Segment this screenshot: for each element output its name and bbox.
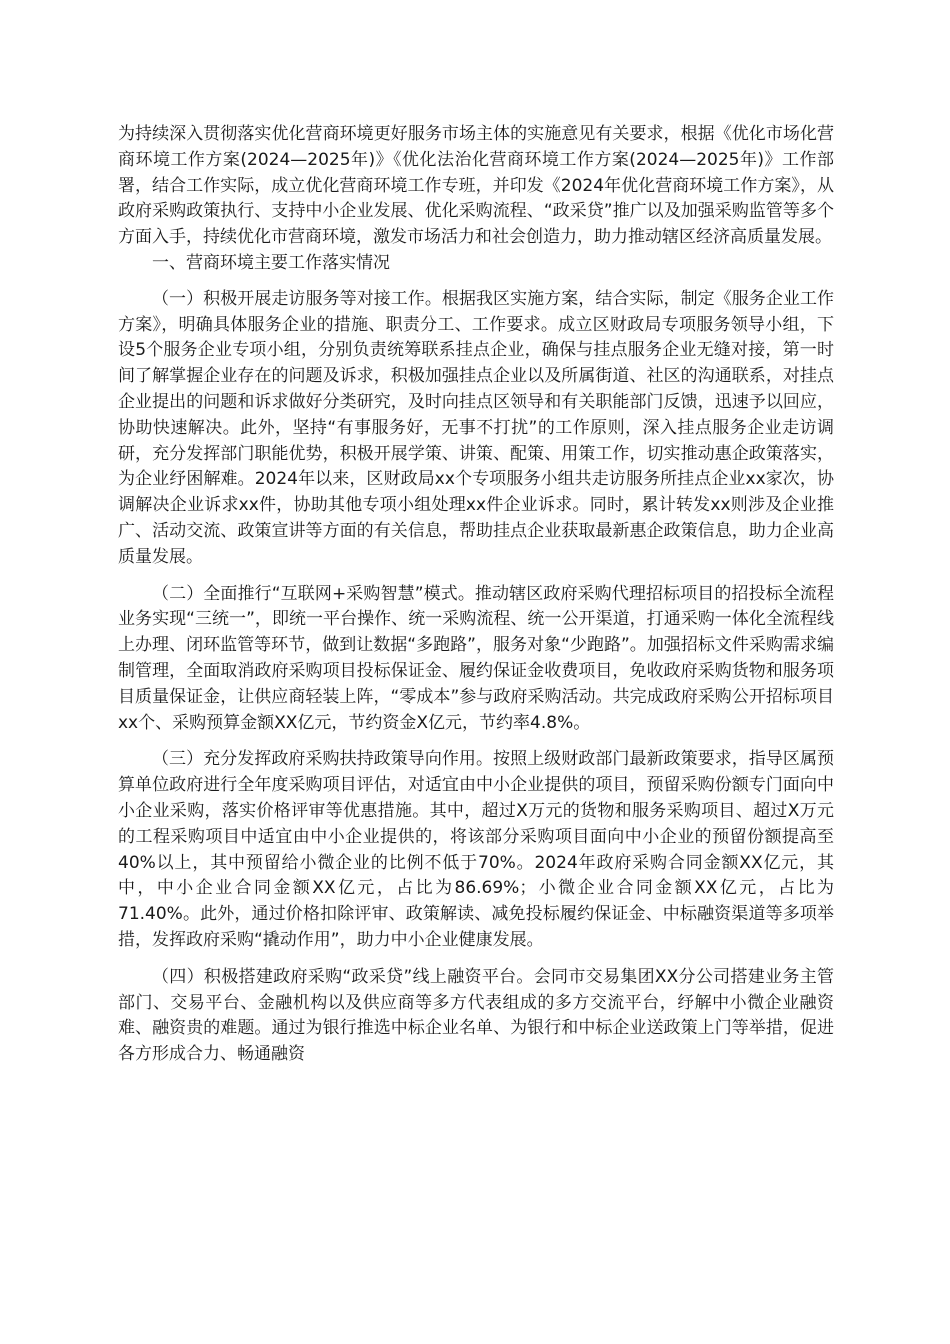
paragraph-section-1: （一）积极开展走访服务等对接工作。根据我区实施方案，结合实际，制定《服务企业工作方案》，明确具体服务企业的措施、职责分工、工作要求。成立区财政局专项服务领导小组，下设5个服务企业专项小组，分别负责统筹联系挂点企业，确保与挂点服务企业无缝对接，第一时间了解掌握企业存在的问题及诉求，积极加强挂点企业以及所属街道、社区的沟通联系，对挂点企业提出的问题和诉求做好分类研究，及时向挂点区领导和有关职能部门反馈，迅速予以回应，协助快速解决。此外，坚持“有事服务好，无事不打扰”的工作原则，深入挂点服务企业走访调研，充分发挥部门职能优势，积极开展学策、讲策、配策、用策工作，切实推动惠企政策落实，为企业纾困解难。2024年以来，区财政局xx个专项服务小组共走访服务所挂点企业xx家次，协调解决企业诉求xx件，协助其他专项小组处理xx件企业诉求。同时，累计转发xx则涉及企业推广、活动交流、政策宣讲等方面的有关信息，帮助挂点企业获取最新惠企政策信息，助力企业高质量发展。 bbox=[118, 288, 834, 567]
document-page bbox=[118, 122, 834, 1079]
paragraph-section-4: （四）积极搭建政府采购“政采贷”线上融资平台。会同市交易集团XX分公司搭建业务主管部门、交易平台、金融机构以及供应商等多方代表组成的多方交流平台，纾解中小微企业融资难、融资贵的难题。通过为银行推选中标企业名单、为银行和中标企业送政策上门等举措，促进各方形成合力、畅通融资 bbox=[118, 966, 834, 1065]
paragraph-section-3: （三）充分发挥政府采购扶持政策导向作用。按照上级财政部门最新政策要求，指导区属预算单位政府进行全年度采购项目评估，对适宜由中小企业提供的项目，预留采购份额专门面向中小企业采购，落实价格评审等优惠措施。其中，超过X万元的货物和服务采购项目、超过X万元的工程采购项目中适宜由中小企业提供的，将该部分采购项目面向中小企业的预留份额提高至40%以上，其中预留给小微企业的比例不低于70%。2024年政府采购合同金额XX亿元，其中，中小企业合同金额XX亿元，占比为86.69%；小微企业合同金额XX亿元，占比为71.40%。此外，通过价格扣除评审、政策解读、减免投标履约保证金、中标融资渠道等多项举措，发挥政府采购“撬动作用”，助力中小企业健康发展。 bbox=[118, 749, 834, 950]
section-heading: 一、营商环境主要工作落实情况 bbox=[152, 252, 390, 273]
paragraph-section-2: （二）全面推行“互联网+采购智慧”模式。推动辖区政府采购代理招标项目的招投标全流程业务实现“三统一”，即统一平台操作、统一采购流程、统一公开渠道，打通采购一体化全流程线上办理、闭环监管等环节，做到让数据“多跑路”，服务对象“少跑路”。加强招标文件采购需求编制管理，全面取消政府采购项目投标保证金、履约保证金收费项目，免收政府采购货物和服务项目质量保证金，让供应商轻装上阵，“零成本”参与政府采购活动。共完成政府采购公开招标项目xx个、采购预算金额XX亿元，节约资金X亿元，节约率4.8%。 bbox=[118, 583, 834, 733]
intro-paragraph: 为持续深入贯彻落实优化营商环境更好服务市场主体的实施意见有关要求，根据《优化市场化营商环境工作方案(2024—2025年)》《优化法治化营商环境工作方案(2024—2025年)》工作部署，结合工作实际，成立优化营商环境工作专班，并印发《2024年优化营商环境工作方案》，从政府采购政策执行、支持中小企业发展、优化采购流程、“政采贷”推广以及加强采购监管等多个方面入手，持续优化市营商环境，激发市场活力和社会创造力，助力推动辖区经济高质量发展。 bbox=[118, 124, 834, 248]
